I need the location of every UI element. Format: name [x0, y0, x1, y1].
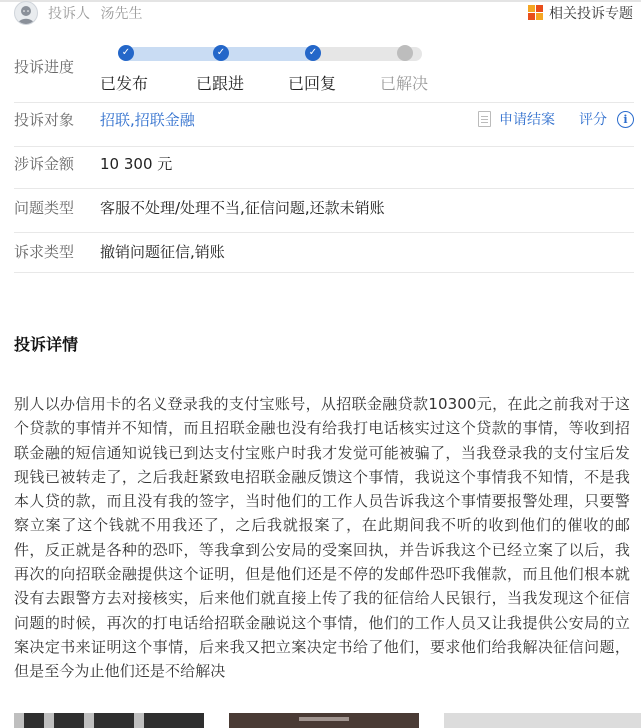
detail-title: 投诉详情 [14, 335, 79, 354]
step-label-published: 已发布 [100, 74, 149, 93]
demand-type-label: 诉求类型 [14, 243, 75, 261]
related-topics-link[interactable] [528, 3, 633, 23]
issue-type-value: 客服不处理/处理不当,征信问题,还款未销账 [100, 199, 385, 217]
amount-value: 10 300 元 [100, 155, 173, 173]
step-node-replied: ✓ [305, 45, 321, 61]
related-topics-label: 相关投诉专题 [549, 6, 633, 22]
progress-track [122, 47, 422, 61]
target-label: 投诉对象 [14, 111, 75, 129]
step-node-resolved [397, 45, 413, 61]
target-company-link[interactable]: 招联,招联金融 [100, 111, 195, 129]
issue-type-label: 问题类型 [14, 199, 75, 217]
complainant-info [48, 3, 148, 23]
target-row [14, 103, 634, 147]
info-icon[interactable]: i [617, 111, 634, 128]
apply-close-button[interactable]: 申请结案 [499, 112, 555, 128]
target-actions [478, 109, 634, 129]
issue-type-row [14, 189, 634, 233]
detail-text: 别人以办信用卡的名义登录我的支付宝账号，从招联金融贷款10300元，在此之前我对于这个贷款的事情并不知情，而且招联金融也没有给我打电话核实过这个贷款的事情，等收到招联金融的短信通知说钱已到达支付宝账户时我才发觉可能被骗了，当我登录我的支付宝后发现钱已被转走了，之后我赶紧致电招联金融反馈这个事情，我说这个事情我不知情，不是我本人贷的款，而且没有我的签字，当时他们的工作人员告诉我这个事情要报警处理，只要警察立案了这个钱就不用我还了，之后我就报案了，在此期间我不听的收到他们的催收的邮件，反正就是各种的恐吓，等我拿到公安局的受案回执，并告诉我这个已经立案了以后，我再次的向招联金融提供这个证明，但是他们还是不停的发邮件恐吓我催款，而且他们根本就没有去跟警方去对接核实，后来他们就直接上传了我的征信给人民银行，当我发现这个征信问题的时候，再次的打电话给招联金融说这个事情，他们的工作人员又让我提供公安局的立案决定书来证明这个事情，后来我又把立案决定书给了他们，要求他们给我解决征信问题，但是至今为止他们还是不给解决 [14, 395, 630, 681]
topics-icon [528, 5, 544, 21]
step-label-replied: 已回复 [288, 74, 337, 93]
attachment-image[interactable] [14, 713, 204, 728]
step-label-resolved: 已解决 [380, 74, 429, 93]
progress-label: 投诉进度 [14, 58, 75, 76]
rate-button[interactable]: 评分 [579, 112, 607, 128]
step-label-followed: 已跟进 [196, 74, 245, 93]
step-node-published: ✓ [118, 45, 134, 61]
progress-row [14, 36, 634, 103]
amount-label: 涉诉金额 [14, 155, 75, 173]
step-node-followed: ✓ [213, 45, 229, 61]
attachment-image[interactable] [444, 713, 641, 728]
complainant-name: 汤先生 [100, 6, 143, 22]
demand-type-value: 撤销问题征信,销账 [100, 243, 225, 261]
avatar [14, 1, 38, 25]
demand-type-row [14, 233, 634, 273]
attachment-image[interactable] [229, 713, 419, 728]
amount-row [14, 147, 634, 189]
complaint-header [14, 0, 641, 28]
document-icon [478, 111, 491, 127]
complainant-label: 投诉人 [48, 6, 90, 22]
